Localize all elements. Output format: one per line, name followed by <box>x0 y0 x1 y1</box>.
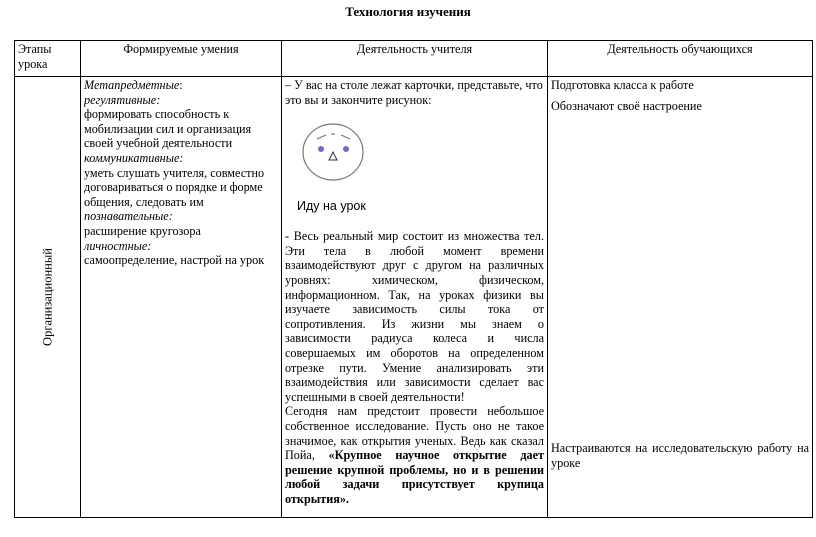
teacher-paragraph-2-plain: Сегодня нам предстоит провести небольшое собственное исследование. Пусть оно не такое значимое, как открытия ученых. Ведь как сказал Пойа, <box>285 404 544 463</box>
meta-label: Метапредметные <box>84 78 180 92</box>
stage-cell <box>15 77 81 518</box>
polya-quote: «Крупное научное открытие дает решение крупной проблемы, но и в решении любой задачи присутствует крупица открытия». <box>285 448 544 506</box>
teacher-paragraph-1: - Весь реальный мир состоит из множества тел. Эти тела в любой момент времени взаимодействуют друг с другом на различных уровнях: химическом, физическом, информационном. Так, на уроках физики вы изучаете зависимость силы тока от сопротивления. Из жизни мы знаем о зависимости радиуса колеса и числа совершаемых им оборотов на определенном отрезке пути. Умение анализировать эти взаимодействия или зависимости сделает вас успешными в своей деятельности! <box>285 229 544 404</box>
table-row <box>15 77 813 518</box>
regulative-text: формировать способность к мобилизации сил и организация своей учебной деятельности <box>84 107 252 151</box>
nose <box>329 152 337 160</box>
face-drawing <box>301 121 365 183</box>
face-card <box>285 107 544 229</box>
communicative-label: коммуникативные: <box>84 150 184 165</box>
lesson-table <box>14 40 813 518</box>
header-skills: Формируемые умения <box>81 41 282 77</box>
face-caption: Иду на урок <box>297 199 366 214</box>
students-line-2: Обозначают своё настроение <box>551 98 702 113</box>
header-row <box>15 41 813 77</box>
header-students: Деятельность обучающихся <box>548 41 813 77</box>
teacher-paragraph-2 <box>285 404 544 506</box>
communicative-text: уметь слушать учителя, совместно договариваться о порядке и форме общения, следовать им <box>84 165 265 209</box>
stage-label: Организационный <box>40 248 55 346</box>
header-stage: Этапы урока <box>15 41 81 77</box>
cognitive-text: расширение кругозора <box>84 223 201 238</box>
personal-text: самоопределение, настрой на урок <box>84 253 265 268</box>
right-eye <box>343 146 349 152</box>
skills-cell <box>81 77 282 518</box>
cognitive-label: познавательные: <box>84 209 173 224</box>
page-title: Технология изучения <box>345 4 471 19</box>
header-teacher: Деятельность учителя <box>282 41 548 77</box>
personal-label: личностные: <box>84 238 152 253</box>
left-brow <box>317 135 326 139</box>
meta-colon: : <box>179 78 183 92</box>
students-cell <box>548 77 813 518</box>
teacher-intro: – У вас на столе лежат карточки, представьте, что это вы и закончите рисунок: <box>285 78 543 107</box>
students-line-3: Настраиваются на исследовательскую работу на уроке <box>551 441 809 470</box>
teacher-cell <box>282 77 548 518</box>
students-line-1: Подготовка класса к работе <box>551 78 694 92</box>
regulative-label: регулятивные: <box>84 92 161 107</box>
left-eye <box>318 146 324 152</box>
right-brow <box>341 135 350 139</box>
